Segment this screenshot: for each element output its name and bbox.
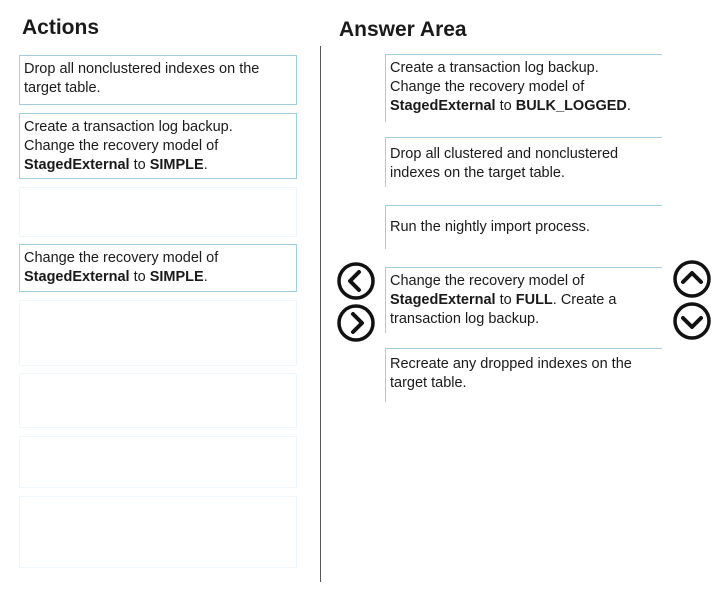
action-slot-empty bbox=[19, 496, 297, 568]
action-slot-empty bbox=[19, 300, 297, 366]
text-segment: Create a transaction log backup. bbox=[24, 119, 233, 135]
bold-text: StagedExternal bbox=[24, 269, 130, 285]
text-segment: Drop all clustered and nonclustered bbox=[390, 146, 619, 162]
text-line bbox=[24, 156, 292, 175]
answer-item-drop-all-indexes[interactable] bbox=[385, 137, 662, 187]
text-line bbox=[390, 374, 658, 393]
action-item-text bbox=[24, 249, 292, 287]
answer-item-log-backup-bulk-logged[interactable] bbox=[385, 54, 662, 122]
text-line bbox=[24, 249, 292, 268]
move-down-button[interactable] bbox=[672, 301, 712, 341]
text-line bbox=[390, 355, 658, 374]
bold-text: SIMPLE bbox=[149, 157, 204, 173]
text-segment: . Create a bbox=[552, 292, 617, 308]
text-segment: transaction log backup. bbox=[390, 311, 540, 327]
text-line bbox=[24, 268, 292, 287]
bold-text: StagedExternal bbox=[390, 98, 496, 114]
bold-text: StagedExternal bbox=[390, 292, 496, 308]
move-right-button[interactable] bbox=[336, 303, 376, 343]
answer-item-text bbox=[390, 355, 658, 393]
text-line bbox=[24, 137, 292, 156]
action-slot-empty bbox=[19, 373, 297, 428]
answer-item-text bbox=[390, 218, 658, 237]
text-segment: . bbox=[203, 269, 208, 285]
answer-item-recovery-full[interactable] bbox=[385, 267, 662, 333]
text-segment: Recreate any dropped indexes on the bbox=[390, 356, 632, 372]
chevron-left-circle-icon bbox=[336, 261, 376, 301]
action-item-drop-nonclustered[interactable] bbox=[19, 55, 297, 105]
text-line bbox=[390, 272, 658, 291]
text-line bbox=[390, 218, 658, 237]
action-slot-empty bbox=[19, 436, 297, 488]
chevron-up-circle-icon bbox=[672, 259, 712, 299]
bold-text: SIMPLE bbox=[149, 269, 204, 285]
action-item-recovery-simple[interactable] bbox=[19, 244, 297, 292]
actions-heading: Actions bbox=[22, 16, 100, 39]
column-divider bbox=[320, 46, 321, 582]
bold-text: StagedExternal bbox=[24, 157, 130, 173]
chevron-down-circle-icon bbox=[672, 301, 712, 341]
move-up-button[interactable] bbox=[672, 259, 712, 299]
text-segment: Change the recovery model of bbox=[24, 138, 219, 154]
text-segment: to bbox=[129, 157, 150, 173]
answer-item-text bbox=[390, 145, 658, 183]
answer-item-run-import[interactable] bbox=[385, 205, 662, 249]
text-line bbox=[390, 59, 658, 78]
bold-text: FULL bbox=[515, 292, 553, 308]
text-line bbox=[390, 291, 658, 310]
answer-area-heading: Answer Area bbox=[339, 18, 467, 41]
text-segment: target table. bbox=[390, 375, 467, 391]
text-segment: . bbox=[626, 98, 631, 114]
text-segment: Run the nightly import process. bbox=[390, 219, 590, 235]
text-segment: to bbox=[129, 269, 150, 285]
action-item-log-backup-simple[interactable] bbox=[19, 113, 297, 179]
text-segment: Change the recovery model of bbox=[24, 250, 219, 266]
text-line: Drop all nonclustered indexes on the bbox=[24, 61, 260, 77]
text-line bbox=[390, 164, 658, 183]
answer-item-text bbox=[390, 272, 658, 329]
bold-text: BULK_LOGGED bbox=[515, 98, 627, 114]
move-left-button[interactable] bbox=[336, 261, 376, 301]
answer-item-recreate-indexes[interactable] bbox=[385, 348, 662, 402]
text-line bbox=[24, 118, 292, 137]
answer-item-text bbox=[390, 59, 658, 116]
text-segment: to bbox=[495, 292, 516, 308]
action-item-text bbox=[24, 118, 292, 175]
text-line bbox=[390, 97, 658, 116]
text-segment: Change the recovery model of bbox=[390, 273, 585, 289]
text-line: target table. bbox=[24, 80, 101, 96]
text-line bbox=[390, 78, 658, 97]
text-segment: . bbox=[203, 157, 208, 173]
text-line bbox=[390, 310, 658, 329]
action-item-text bbox=[24, 60, 292, 98]
text-line bbox=[390, 145, 658, 164]
action-slot-empty bbox=[19, 187, 297, 237]
text-segment: indexes on the target table. bbox=[390, 165, 565, 181]
text-segment: Change the recovery model of bbox=[390, 79, 585, 95]
text-segment: Create a transaction log backup. bbox=[390, 60, 599, 76]
text-segment: to bbox=[495, 98, 516, 114]
chevron-right-circle-icon bbox=[336, 303, 376, 343]
